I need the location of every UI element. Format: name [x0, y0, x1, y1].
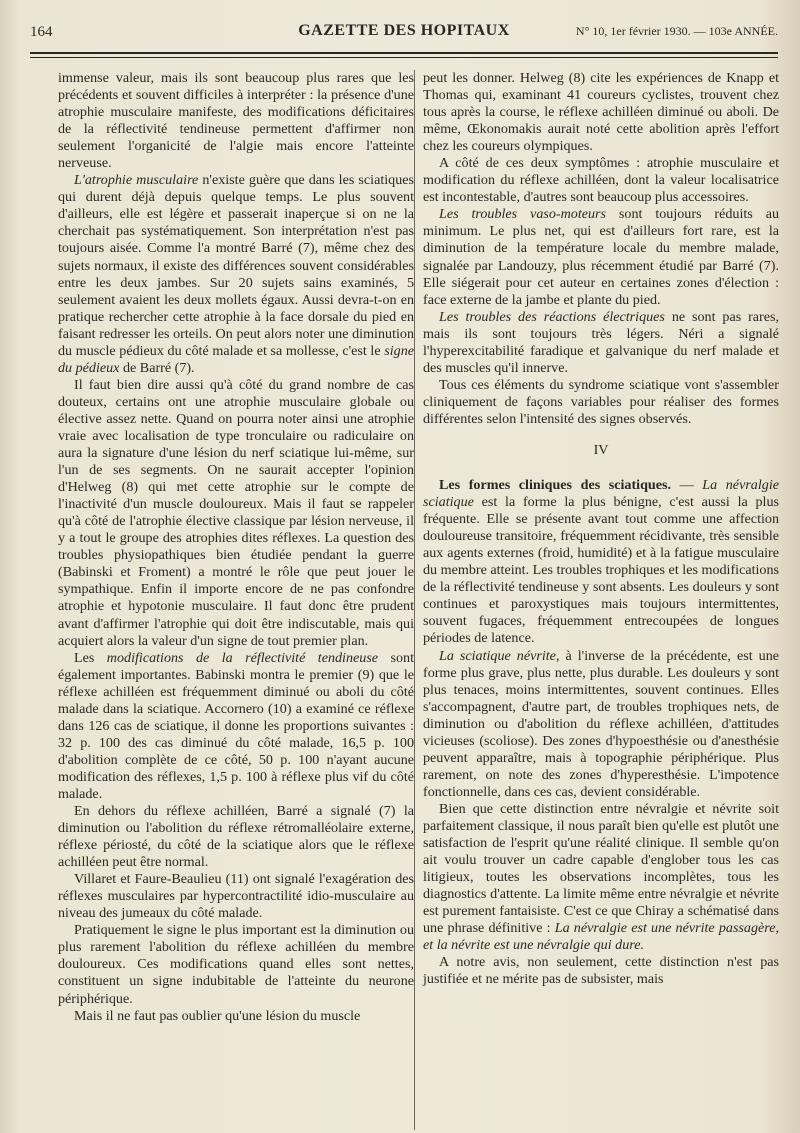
italic-term: modifications de la réflectivité tendineuse [106, 649, 379, 666]
paragraph: immense valeur, mais ils sont beaucoup plus rares que les précédents et souvent difficiles à interpréter : la présence d'une atrophie musculaire manifeste, des modifications déficitaires de la réflectivité tendineuse permettent d'affirmer non seulement l'organicité de l'algie mais encore l'atteinte nerveuse. [58, 70, 414, 172]
paragraph: Villaret et Faure-Beaulieu (11) ont signalé l'exagération des réflexes musculaires par hypercontractilité idio-musculaire au niveau des jumeaux du côté malade. [58, 871, 414, 922]
paragraph: Pratiquement le signe le plus important est la diminution ou plus rarement l'abolition du réflexe achilléen du membre douloureux. Ces modifications quand elles sont nettes, constituent un signe indubitable de l'atteinte du neurone périphérique. [58, 922, 414, 1007]
paragraph: Mais il ne faut pas oublier qu'une lésion du muscle [74, 1007, 361, 1024]
italic-term: Les troubles vaso-moteurs [439, 206, 607, 223]
italic-term: La névralgie sciatique [423, 477, 779, 511]
journal-title: GAZETTE DES HOPITAUX [298, 22, 510, 39]
paragraph: Les troubles vaso-moteurs sont toujours réduits au minimum. Le plus net, qui est d'ailleurs fort rare, est la diminution de la température locale du membre malade, signalée par Landouzy, plus récemment étudié par Barré (7). Elle siégerait pour cet auteur en certaines zones d'élection : face externe de la jambe et plante du pied. [423, 206, 779, 308]
italic-term: La sciatique névrite [439, 647, 556, 664]
left-column [58, 70, 414, 1025]
paragraph: Les formes cliniques des sciatiques. — La névralgie sciatique est la forme la plus bénigne, c'est aussi la plus fréquente. Elle se présente avant tout comme une affection douloureuse transitoire, fréquemment récidivante, très sensible aux agents externes (froid, humidité) et à la fatigue musculaire du membre atteint. Les troubles trophiques et les modifications de la réflectivité tendineuse y sont absents. Les douleurs y sont continues et paroxystiques mais toujours intermittentes, souvent fugaces, fréquemment entrecoupées de longues périodes de latence. [423, 477, 779, 647]
header-rule [30, 52, 778, 54]
section-heading: Les formes cliniques des sciatiques. [439, 477, 672, 494]
page-number: 164 [30, 24, 53, 40]
paragraph: En dehors du réflexe achilléen, Barré a signalé (7) la diminution ou l'abolition du réflexe rétromalléolaire externe, réflexe périosté, du côté de la sciatique alors que le réflexe achilléen peut être normal. [58, 803, 414, 871]
italic-term: L'atrophie musculaire [74, 172, 199, 189]
paragraph: A côté de ces deux symptômes : atrophie musculaire et modification du réflexe achilléen, dont la valeur localisatrice est incontestable, d'autres sont beaucoup plus accessoires. [423, 155, 779, 206]
paragraph: Bien que cette distinction entre névralgie et névrite soit parfaitement classique, il nous paraît bien qu'elle est plutôt une satisfaction de l'esprit qu'une réalité clinique. Il semble qu'on ait voulu trouver un cadre capable d'englober tous les cas litigieux, toutes les observations incomplètes, tous les diagnostics d'attente. La limite même entre névralgie et névrite est purement fantaisiste. C'est ce que Chiray a schématisé dans une phrase définitive : La névralgie est une névrite passagère, et la névrite est une névralgie qui dure. [423, 800, 780, 954]
paragraph: Les modifications de la réflectivité tendineuse sont également importantes. Babinski montra le premier (9) que le réflexe achilléen est fréquemment diminué ou aboli du côté malade dans la sciatique. Accornero (10) a examiné ce réflexe dans 126 cas de sciatique, il donne les proportions suivantes : 32 p. 100 des cas diminué du côté malade, 16,5 p. 100 d'abolition complète de ce côté, 50 p. 100 n'ayant aucune modification des réflexes, 1,5 p. 100 à réflexe plus vif du côté malade. [58, 649, 414, 802]
paragraph: peut les donner. Helweg (8) cite les expériences de Knapp et Thomas qui, examinant 41 coureurs cyclistes, trouvent chez tous après la course, le réflexe achilléen diminué ou aboli. De même, Œkonomakis aurait noté cette abolition après l'effort chez les coureurs olympiques. [423, 70, 779, 155]
paragraph: Tous ces éléments du syndrome sciatique vont s'assembler cliniquement de façons variables pour réaliser des formes différentes selon l'intensité des signes observés. [423, 376, 779, 427]
italic-quote: La névralgie est une névrite passagère, et la névrite est une névralgie qui dure. [423, 920, 780, 954]
italic-term: signe du pédieux [58, 342, 414, 376]
header-rule-thin [30, 57, 778, 58]
paragraph: Il faut bien dire aussi qu'à côté du grand nombre de cas douteux, certains ont une atrophie musculaire globale ou élective assez nette. Quand on pourra noter ainsi une atrophie vraie avec localisation de type tronculaire ou radiculaire on aura la signature d'une lésion du nerf sciatique lui-même, sur l'un de ses segments. On ne saurait accepter l'opinion d'Helweg (8) qui met cette atrophie sur le compte de l'inactivité d'un muscle douloureux. Mais il faut se rappeler qu'à côté de l'atrophie élective classique par lésion nerveuse, il y a tout le groupe des atrophies dites réflexes. La question des troubles physiopathiques bien étudiée pendant la guerre (Babinski et Froment) a montré le rôle que peut jouer le sympathique. Enfin il importe encore de ne pas confondre atrophie et hypotonie musculaire. Il faut donc être prudent avant d'affirmer l'atrophie qui doit être indiscutable, mais qui acquiert alors la valeur d'un signe de tout premier plan. [58, 376, 414, 649]
column-divider [414, 70, 415, 1130]
section-number: IV [593, 441, 609, 458]
running-head [30, 18, 778, 46]
right-column [423, 70, 779, 988]
paragraph: L'atrophie musculaire n'existe guère que dans les sciatiques qui durent déjà depuis quelque temps. Le plus souvent d'ailleurs, elle est légère et passerait inaperçue si on ne la cherchait pas systématiquement. Son interprétation n'est pas toujours aisée. Comme l'a montré Barré (7), même chez des sujets normaux, il existe des différences souvent considérables entre les deux jambes. Sur 20 sujets sains examinés, 5 seulement avaient les deux mollets égaux. Aussi devra-t-on en pratique rechercher cette atrophie à la face dorsale du pied en faisant redresser les orteils. On peut alors noter une diminution du muscle pédieux du côté malade et sa mollesse, c'est le signe du pédieux de Barré (7). [58, 172, 414, 376]
paragraph: Les troubles des réactions électriques ne sont pas rares, mais ils sont toujours très légers. Néri a signalé l'hyperexcitabilité faradique et galvanique du nerf malade et des muscles qu'il innerve. [423, 308, 779, 376]
italic-term: Les troubles des réactions électriques [439, 308, 665, 325]
issue-info: N° 10, 1er février 1930. — 103e ANNÉE. [575, 24, 778, 38]
paragraph: La sciatique névrite, à l'inverse de la précédente, est une forme plus grave, plus nette, plus durable. Les douleurs y sont plus tenaces, moins intermittentes, souvent continues. Elles s'accompagnent, d'autre part, de troubles trophiques nets, de diminution ou d'abolition du réflexe achilléen, d'attitudes vicieuses (scoliose). Des zones d'hypoesthésie ou d'anesthésie peuvent apparaître, mais à topographie périphérique. Plus rarement, on note des zones d'hyperesthésie. L'impotence fonctionnelle, dans ces cas, devient considérable. [423, 647, 779, 800]
paragraph: A notre avis, non seulement, cette distinction n'est pas justifiée et ne mérite pas de subsister, mais [423, 954, 779, 988]
